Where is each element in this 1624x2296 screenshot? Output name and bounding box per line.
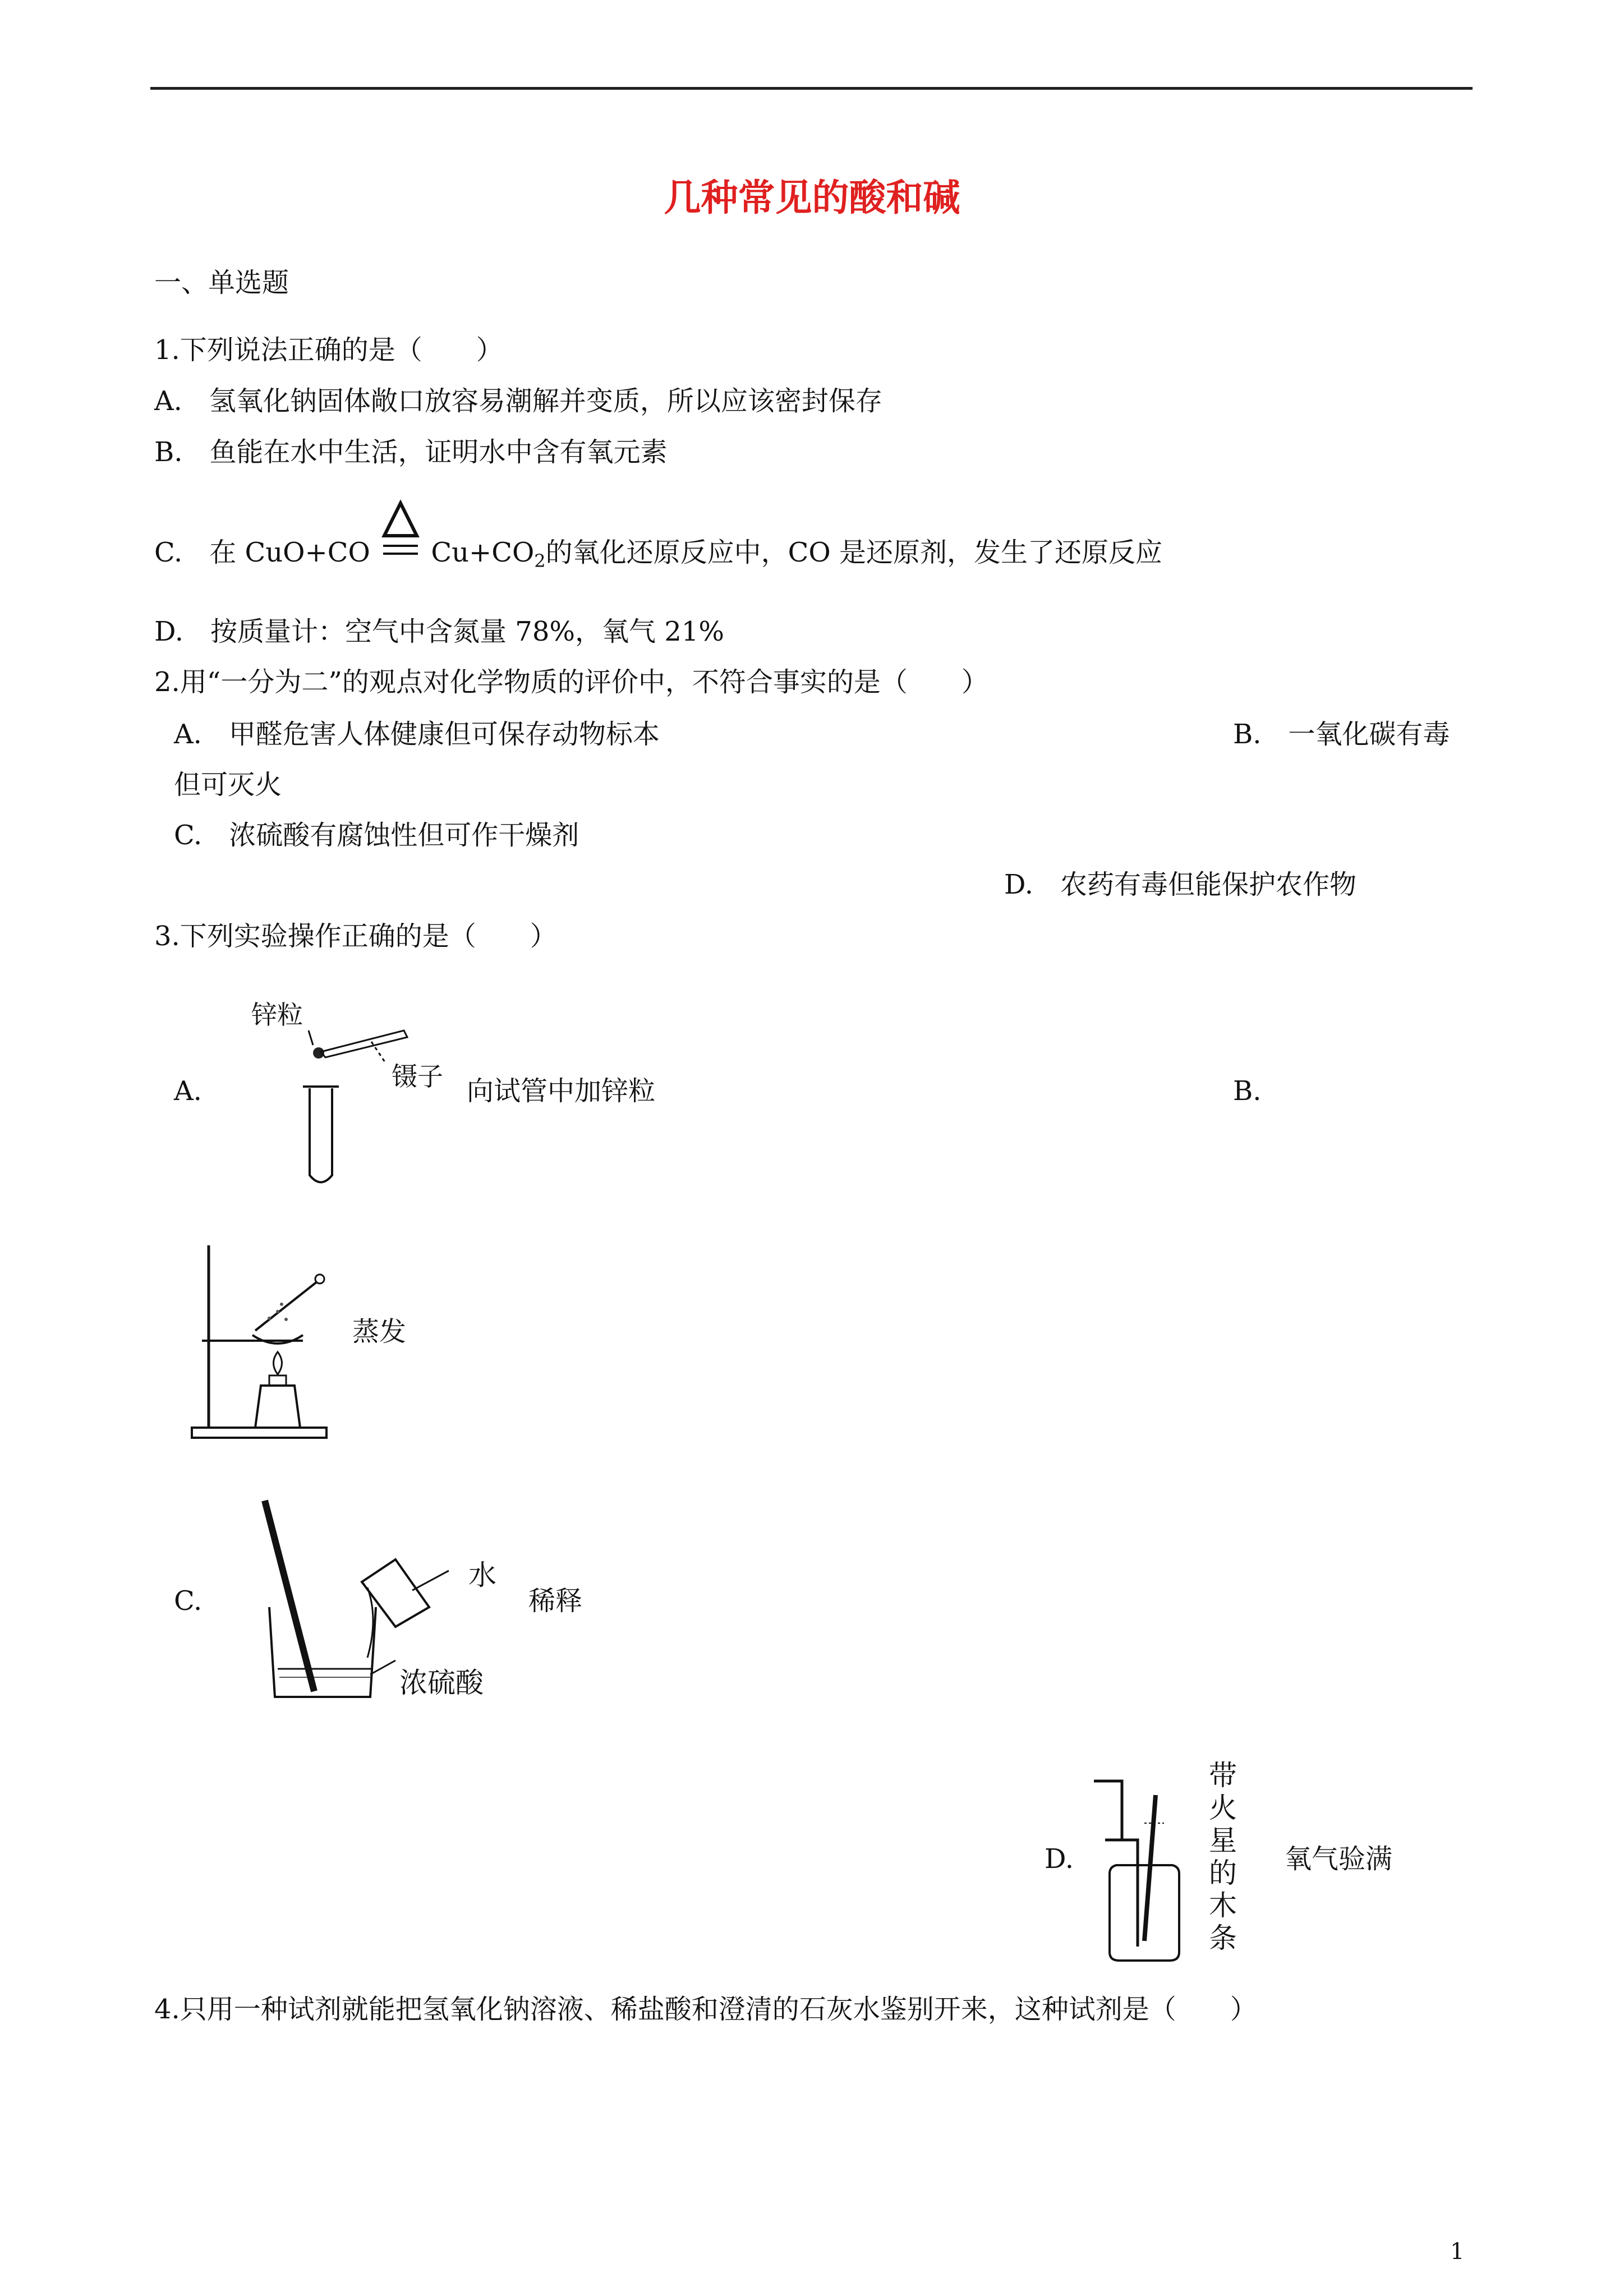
q3-b-figure-evaporation bbox=[185, 1234, 365, 1447]
q2-option-b-part2: 但可灭火 bbox=[174, 769, 282, 800]
q2-stem: 2.用“一分为二”的观点对化学物质的评价中，不符合事实的是（ ） bbox=[154, 666, 988, 698]
q1-option-c-prefix: C. 在 CuO+CO bbox=[154, 537, 370, 568]
q3-stem: 3.下列实验操作正确的是（ ） bbox=[154, 921, 557, 952]
q3-d-label-char: 条 bbox=[1209, 1922, 1237, 1954]
page-title: 几种常见的酸和碱 bbox=[664, 176, 960, 219]
q2-option-c: C. 浓硫酸有腐蚀性但可作干燥剂 bbox=[174, 820, 579, 851]
q3-d-label-glowing-splint bbox=[1209, 1759, 1237, 1954]
q3-option-a-caption: 向试管中加锌粒 bbox=[467, 1075, 656, 1107]
q3-c-label-conc-acid: 浓硫酸 bbox=[399, 1667, 484, 1699]
q3-d-label-char: 星 bbox=[1209, 1824, 1237, 1857]
q3-d-figure-oxygen-test bbox=[1088, 1756, 1268, 1969]
q3-d-label-char: 带 bbox=[1209, 1759, 1237, 1792]
q3-a-label-tweezers: 镊子 bbox=[392, 1061, 443, 1092]
q1-stem: 1.下列说法正确的是（ ） bbox=[154, 334, 503, 366]
header-rule bbox=[150, 87, 1473, 90]
q3-option-b-letter: B. bbox=[1233, 1075, 1262, 1107]
q3-option-c-letter: C. bbox=[174, 1585, 203, 1617]
q1-option-b: B. 鱼能在水中生活，证明水中含有氧元素 bbox=[154, 436, 668, 468]
q2-option-d: D. 农药有毒但能保护农作物 bbox=[1004, 869, 1357, 900]
q1-option-c-suffix: 的氧化还原反应中，CO 是还原剂，发生了还原反应 bbox=[545, 537, 1162, 568]
q2-option-b-part1: B. 一氧化碳有毒 bbox=[1233, 719, 1450, 750]
q1-option-c-subscript: 2 bbox=[534, 550, 546, 572]
q3-option-a-letter: A. bbox=[174, 1075, 202, 1107]
q3-option-b-caption: 蒸发 bbox=[352, 1316, 407, 1347]
section-heading: 一、单选题 bbox=[154, 267, 289, 298]
q2-option-a: A. 甲醛危害人体健康但可保存动物标本 bbox=[174, 719, 660, 750]
q3-a-label-zinc: 锌粒 bbox=[251, 1000, 303, 1030]
q3-d-label-char: 的 bbox=[1209, 1857, 1237, 1889]
q3-d-label-char: 木 bbox=[1209, 1889, 1237, 1922]
q3-c-figure-dilution bbox=[252, 1489, 510, 1714]
heat-condition-symbol bbox=[379, 526, 422, 559]
svg-text:带火星的木条 bbox=[1209, 1759, 1237, 1954]
page-number: 1 bbox=[1450, 2239, 1465, 2265]
q3-option-d-letter: D. bbox=[1045, 1843, 1074, 1875]
q1-option-a: A. 氢氧化钠固体敞口放容易潮解并变质，所以应该密封保存 bbox=[154, 385, 882, 417]
q3-d-label-char: 火 bbox=[1209, 1792, 1237, 1824]
q4-stem: 4.只用一种试剂就能把氢氧化钠溶液、稀盐酸和澄清的石灰水鉴别开来，这种试剂是（ ） bbox=[154, 1994, 1257, 2025]
q3-option-c-caption: 稀释 bbox=[528, 1585, 583, 1617]
q1-option-c-product: Cu+CO bbox=[431, 537, 535, 568]
q3-a-figure-zinc-tube bbox=[247, 996, 449, 1192]
q1-option-c bbox=[154, 526, 1162, 577]
q3-option-d-caption: 氧气验满 bbox=[1285, 1843, 1393, 1875]
q1-option-d: D. 按质量计：空气中含氮量 78%，氧气 21% bbox=[154, 616, 724, 647]
q3-c-label-water: 水 bbox=[468, 1559, 496, 1591]
